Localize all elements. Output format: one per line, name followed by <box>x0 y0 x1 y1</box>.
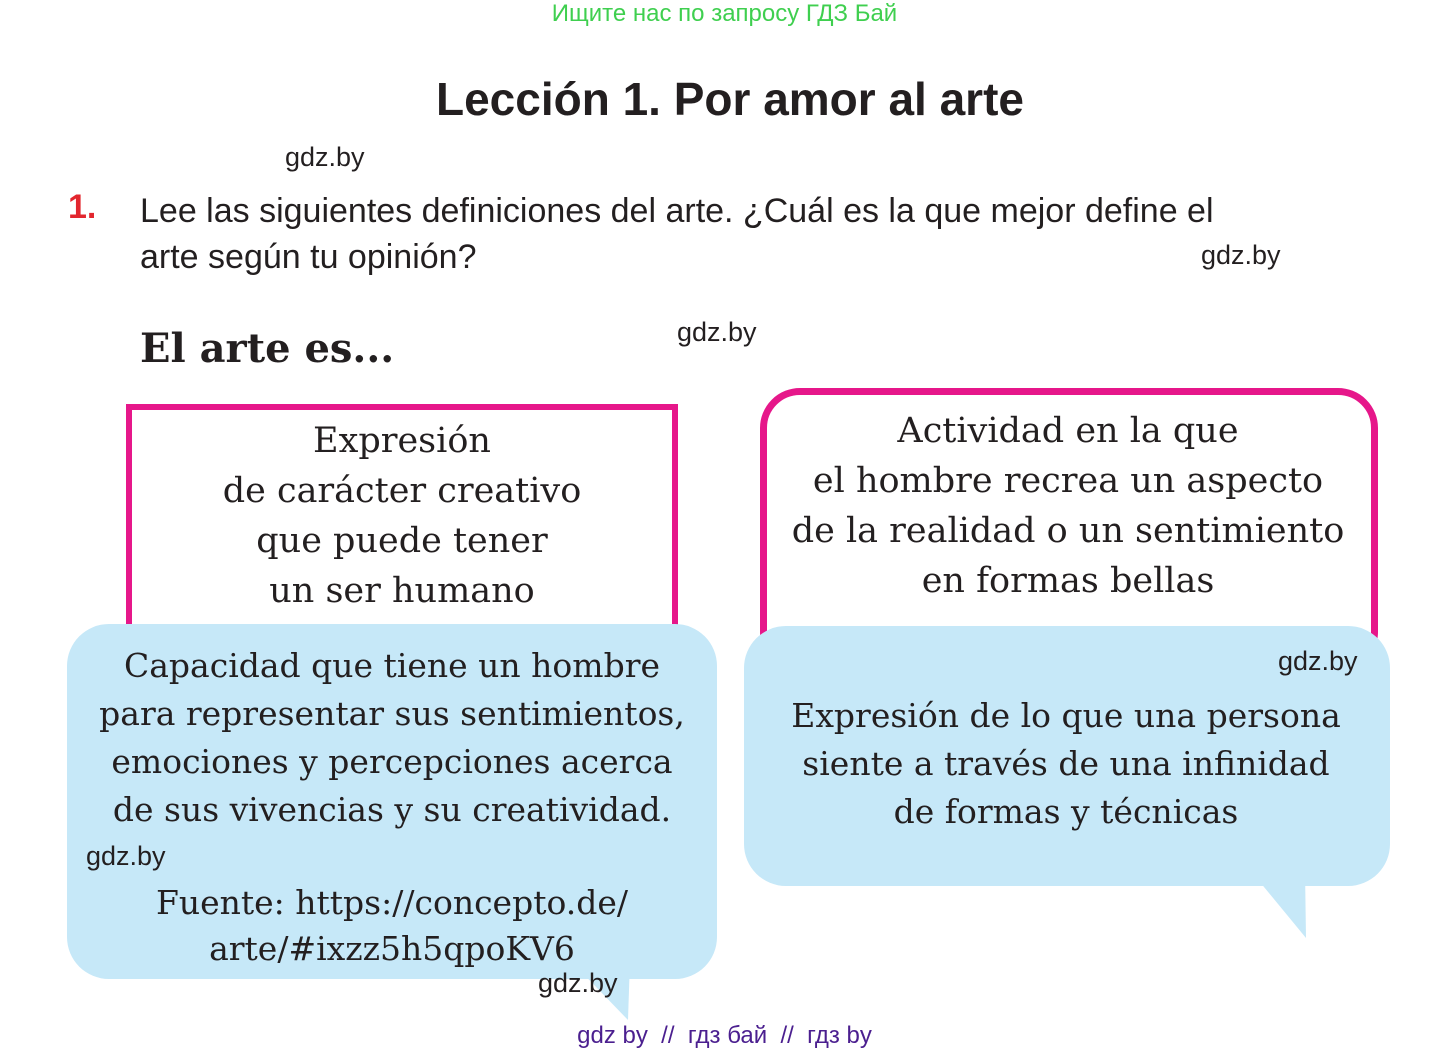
watermark: gdz.by <box>86 841 166 871</box>
watermark: gdz.by <box>285 142 365 172</box>
bubble-left-source <box>72 880 712 972</box>
definition-rect-text <box>132 416 672 616</box>
definition-line: siente a través de una infinidad <box>802 744 1330 783</box>
page-title: Lección 1. Por amor al arte <box>435 73 1024 125</box>
definition-line: emociones y percepciones acerca <box>111 742 673 781</box>
watermark: gdz.by <box>677 317 757 347</box>
bubble-right-text <box>744 692 1388 836</box>
footer-links: gdz by // гдз бай // гдз by <box>577 1022 872 1049</box>
top-banner: Ищите нас по запросу ГДЗ Бай <box>551 0 898 27</box>
definition-line: de sus vivencias y su creatividad. <box>112 790 672 829</box>
definition-line: Actividad en la que <box>897 411 1239 451</box>
definition-round-text <box>768 406 1368 606</box>
watermark: gdz.by <box>1201 240 1281 270</box>
definition-line: para representar sus sentimientos, <box>99 694 685 733</box>
exercise-instruction-line: Lee las siguientes definiciones del arte. ¿Cuál es la que mejor define el <box>140 192 1214 230</box>
definition-line: de la realidad o un sentimiento <box>791 511 1345 551</box>
definition-line: de carácter creativo <box>222 471 582 511</box>
definition-line: Expresión de lo que una persona <box>791 696 1341 735</box>
watermark: gdz.by <box>1278 646 1358 676</box>
definition-line: que puede tener <box>256 521 548 561</box>
definition-line: de formas y técnicas <box>893 792 1239 831</box>
source-line: arte/#ixzz5h5qpoKV6 <box>209 929 575 968</box>
exercise-number: 1. <box>68 188 97 226</box>
subheading: El arte es... <box>140 325 395 372</box>
watermark: gdz.by <box>538 968 618 998</box>
source-line: Fuente: https://concepto.de/ <box>155 883 629 922</box>
definition-line: un ser humano <box>269 571 535 611</box>
definition-line: en formas bellas <box>921 561 1215 601</box>
definition-line: Capacidad que tiene un hombre <box>123 646 661 685</box>
definition-line: el hombre recrea un aspecto <box>812 461 1324 501</box>
bubble-left-text <box>72 642 712 834</box>
exercise-instruction-line: arte según tu opinión? <box>140 238 477 276</box>
definition-line: Expresión <box>313 421 491 461</box>
